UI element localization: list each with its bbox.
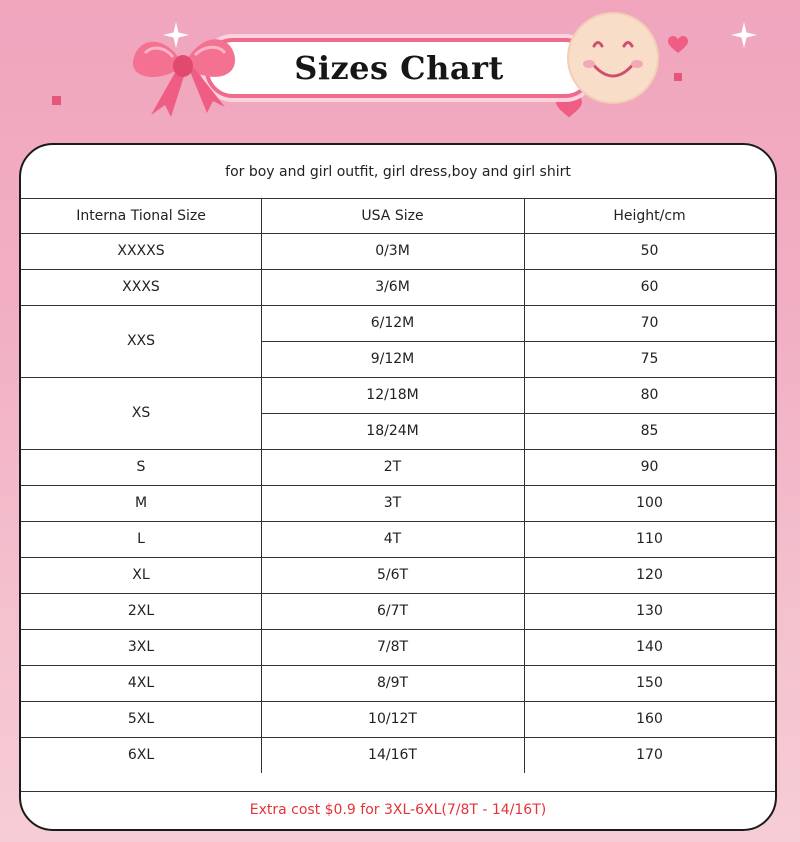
usa-size-cell: 14/16T — [368, 747, 417, 763]
intl-size-cell: 5XL — [127, 711, 155, 727]
height-cell: 90 — [640, 459, 659, 475]
heart-icon — [668, 36, 688, 54]
intl-size-cell: 3XL — [127, 639, 155, 655]
usa-size-cell: 2T — [383, 459, 402, 475]
intl-size-cell: S — [136, 459, 146, 475]
row-divider — [21, 737, 775, 738]
sparkle-icon — [731, 22, 757, 48]
smiley-icon — [567, 12, 659, 104]
height-cell: 100 — [636, 495, 663, 511]
row-divider — [21, 377, 775, 378]
bow-icon — [125, 23, 240, 118]
usa-size-cell: 3/6M — [375, 279, 410, 295]
usa-size-cell: 6/7T — [376, 603, 409, 619]
header-usa-size: USA Size — [361, 207, 424, 224]
height-cell: 70 — [640, 315, 659, 331]
header-height: Height/cm — [613, 207, 686, 224]
intl-size-cell: L — [137, 531, 145, 547]
confetti-square — [674, 73, 682, 81]
row-divider — [21, 665, 775, 666]
intl-size-cell: XXS — [126, 333, 156, 349]
row-divider — [261, 413, 775, 414]
usa-size-cell: 6/12M — [370, 315, 415, 331]
usa-size-cell: 3T — [383, 495, 402, 511]
usa-size-cell: 8/9T — [376, 675, 409, 691]
height-cell: 160 — [636, 711, 663, 727]
height-cell: 130 — [636, 603, 663, 619]
intl-size-cell: 6XL — [127, 747, 155, 763]
height-cell: 85 — [640, 423, 659, 439]
height-cell: 60 — [640, 279, 659, 295]
usa-size-cell: 0/3M — [375, 243, 410, 259]
intl-size-cell: XXXS — [122, 279, 160, 295]
intl-size-cell: 2XL — [127, 603, 155, 619]
usa-size-cell: 5/6T — [376, 567, 409, 583]
row-divider — [261, 341, 775, 342]
usa-size-cell: 10/12T — [368, 711, 417, 727]
height-cell: 50 — [640, 243, 659, 259]
row-divider — [21, 521, 775, 522]
title-banner — [205, 38, 593, 98]
height-cell: 120 — [636, 567, 663, 583]
row-divider — [21, 485, 775, 486]
usa-size-cell: 9/12M — [370, 351, 415, 367]
height-cell: 75 — [640, 351, 659, 367]
usa-size-cell: 18/24M — [366, 423, 419, 439]
size-chart-card — [19, 143, 777, 831]
height-cell: 140 — [636, 639, 663, 655]
extra-cost-note: Extra cost $0.9 for 3XL-6XL(7/8T - 14/16T) — [21, 791, 775, 828]
height-cell: 80 — [640, 387, 659, 403]
height-cell: 150 — [636, 675, 663, 691]
intl-size-cell: XL — [132, 567, 150, 583]
row-divider — [21, 449, 775, 450]
row-divider — [21, 701, 775, 702]
intl-size-cell: XS — [131, 405, 151, 421]
header-international-size: Interna Tional Size — [76, 207, 206, 224]
intl-size-cell: M — [134, 495, 148, 511]
height-cell: 110 — [636, 531, 663, 547]
column-divider — [261, 198, 262, 773]
usa-size-cell: 4T — [383, 531, 402, 547]
row-divider — [21, 557, 775, 558]
column-divider — [524, 198, 525, 773]
table-subtitle: for boy and girl outfit, girl dress,boy and girl shirt — [21, 145, 775, 199]
confetti-square — [52, 96, 61, 105]
page-title: Sizes Chart — [294, 49, 504, 87]
height-cell: 170 — [636, 747, 663, 763]
row-divider — [21, 593, 775, 594]
usa-size-cell: 7/8T — [376, 639, 409, 655]
usa-size-cell: 12/18M — [366, 387, 419, 403]
row-divider — [21, 305, 775, 306]
row-divider — [21, 269, 775, 270]
intl-size-cell: XXXXS — [117, 243, 165, 259]
row-divider — [21, 629, 775, 630]
intl-size-cell: 4XL — [127, 675, 155, 691]
